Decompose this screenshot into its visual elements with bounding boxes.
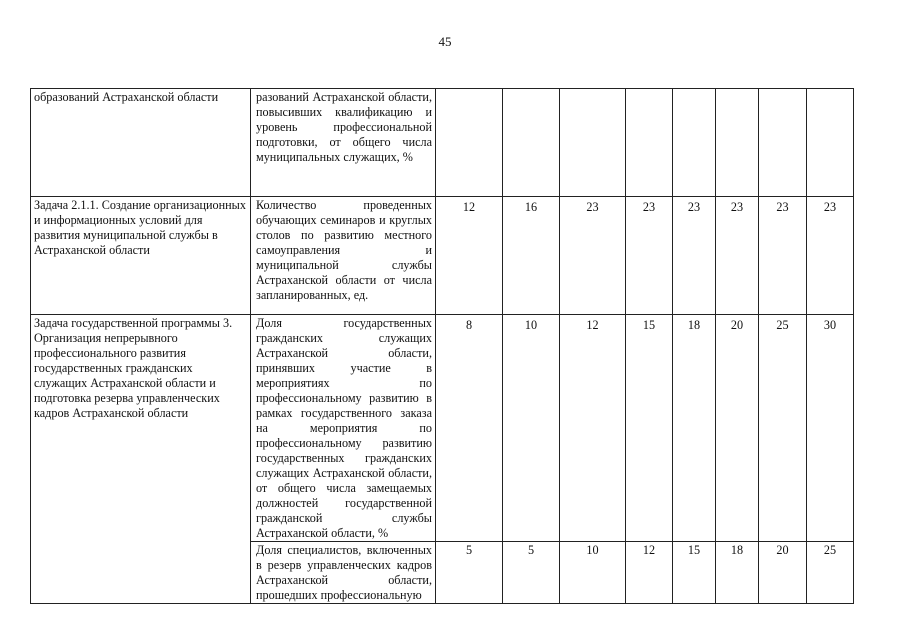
value-cell: 23 <box>560 197 626 315</box>
value-cell: 15 <box>626 315 673 542</box>
value-cell: 8 <box>436 315 503 542</box>
value-cell: 12 <box>436 197 503 315</box>
value-cell: 15 <box>673 542 716 604</box>
value-cell: 23 <box>673 197 716 315</box>
value-cell: 5 <box>503 542 560 604</box>
value-cell <box>807 89 854 197</box>
value-cell: 12 <box>560 315 626 542</box>
table-row <box>31 89 854 197</box>
value-cell <box>673 89 716 197</box>
indicator-cell: Доля специалистов, включенных в резерв управленческих кадров Астраханской области, прошедших профессиональную <box>251 542 436 604</box>
value-cell: 5 <box>436 542 503 604</box>
value-cell <box>503 89 560 197</box>
value-cell: 23 <box>807 197 854 315</box>
table-row <box>31 197 854 315</box>
value-cell: 10 <box>503 315 560 542</box>
task-cell: Задача государственной программы 3. Организация непрерывного профессионального развития государственных гражданских служащих Астраханской области и подготовка резерва управленческих кадров Астраханской области <box>31 315 251 604</box>
indicator-cell: Количество проведенных обучающих семинаров и круглых столов по развитию местного самоуправления и муниципальной службы Астраханской области от числа запланированных, ед. <box>251 197 436 315</box>
table-row <box>31 315 854 542</box>
value-cell: 20 <box>716 315 759 542</box>
value-cell <box>626 89 673 197</box>
value-cell: 30 <box>807 315 854 542</box>
value-cell: 20 <box>759 542 807 604</box>
value-cell: 12 <box>626 542 673 604</box>
value-cell: 16 <box>503 197 560 315</box>
value-cell: 23 <box>759 197 807 315</box>
indicator-table <box>30 88 854 604</box>
task-cell: Задача 2.1.1. Создание организационных и информационных условий для развития муниципальной службы в Астраханской области <box>31 197 251 315</box>
value-cell <box>759 89 807 197</box>
value-cell <box>436 89 503 197</box>
indicator-cell: разований Астраханской области, повысивших квалификацию и уровень профессиональной подготовки, от общего числа муниципальных служащих, % <box>251 89 436 197</box>
value-cell: 18 <box>716 542 759 604</box>
value-cell <box>716 89 759 197</box>
value-cell: 23 <box>716 197 759 315</box>
page-number: 45 <box>438 34 452 49</box>
task-cell: образований Астраханской области <box>31 89 251 197</box>
value-cell: 25 <box>759 315 807 542</box>
value-cell: 25 <box>807 542 854 604</box>
value-cell: 23 <box>626 197 673 315</box>
value-cell: 18 <box>673 315 716 542</box>
indicator-cell: Доля государственных гражданских служащих Астраханской области, принявших участие в мероприятиях по профессиональному развитию в рамках государственного заказа на мероприятия по профессиональному развитию государственных гражданских служащих Астраханской области, от общего числа замещаемых должностей государственной гражданской службы Астраханской области, % <box>251 315 436 542</box>
value-cell: 10 <box>560 542 626 604</box>
value-cell <box>560 89 626 197</box>
